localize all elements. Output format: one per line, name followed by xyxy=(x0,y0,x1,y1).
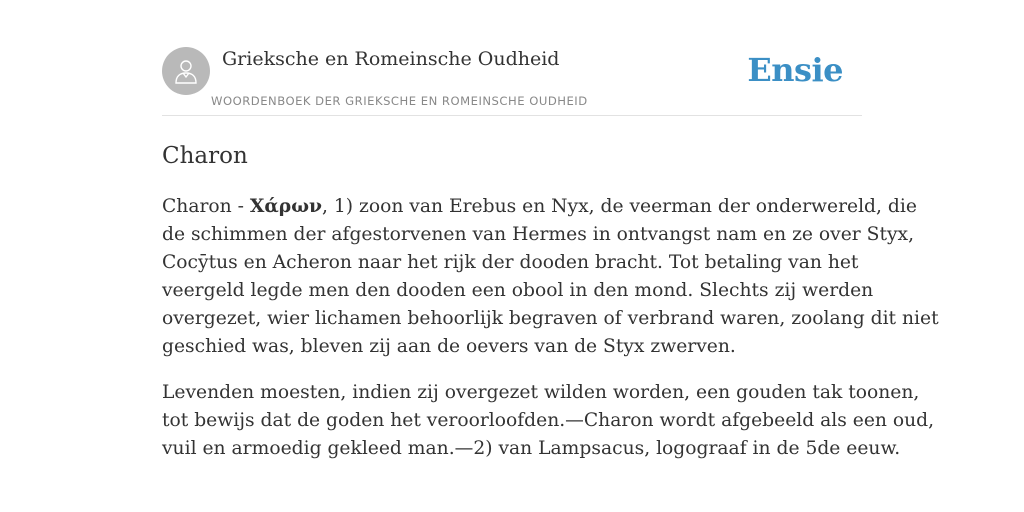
entry-lead: Charon - xyxy=(162,196,250,217)
entry-paragraph-1 xyxy=(162,192,939,361)
text-line: tot bewijs dat de goden het veroorloofden.—Charon wordt afgebeeld als een oud, xyxy=(162,410,935,431)
page-title: Charon xyxy=(162,143,248,169)
text-line-rest: , 1) zoon van Erebus en Nyx, de veerman der onderwereld, die xyxy=(321,196,917,217)
page-container xyxy=(162,0,939,459)
header xyxy=(162,0,862,116)
entry-paragraph-2 xyxy=(162,379,935,463)
source-name[interactable]: Grieksche en Romeinsche Oudheid xyxy=(222,48,560,70)
brand-logo[interactable]: Ensie xyxy=(747,51,843,89)
text-line: geschied was, bleven zij aan de oevers van de Styx zwerven. xyxy=(162,336,736,357)
text-line: Levenden moesten, indien zij overgezet wilden worden, een gouden tak toonen, xyxy=(162,382,920,403)
text-line: de schimmen der afgestorvenen van Hermes in ontvangst nam en ze over Styx, xyxy=(162,224,915,245)
source-subtitle: WOORDENBOEK DER GRIEKSCHE EN ROMEINSCHE OUDHEID xyxy=(211,94,588,108)
text-line xyxy=(162,192,917,221)
text-line: vuil en armoedig gekleed man.—2) van Lampsacus, logograaf in de 5de eeuw. xyxy=(162,438,901,459)
text-line: overgezet, wier lichamen behoorlijk begraven of verbrand waren, zoolang dit niet xyxy=(162,308,939,329)
greek-term: Χάρων xyxy=(249,195,322,217)
avatar[interactable] xyxy=(162,47,210,95)
text-line: veergeld legde men den dooden een obool in den mond. Slechts zij werden xyxy=(162,280,874,301)
user-icon xyxy=(174,58,198,84)
text-line: Cocȳtus en Acheron naar het rijk der dooden bracht. Tot betaling van het xyxy=(162,252,859,273)
